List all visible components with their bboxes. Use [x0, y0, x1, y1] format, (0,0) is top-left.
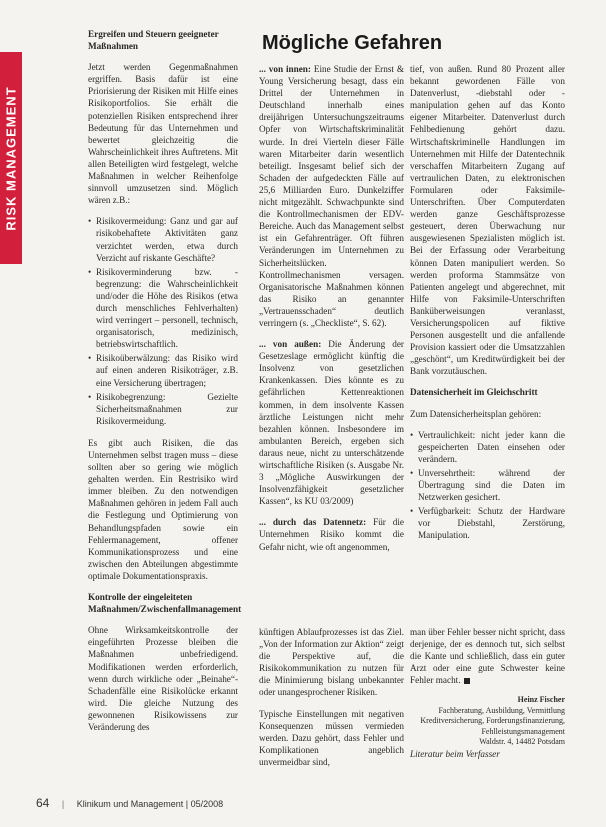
paragraph-body: man über Fehler besser nicht spricht, dass derjenige, der es dennoch tut, sich selbst die Kante und schließlich, dass ein guter Arzt oder eine gute Schwester keine Fehler macht.	[410, 627, 565, 686]
paragraph: Jetzt werden Gegenmaßnahmen ergriffen. Basis dafür ist eine Priorisierung der Risiken mit Hilfe eines Risikoportfolios. Sie erhält die potenziellen Risiken entsprechend ihrer Bedeutung für das Unternehmen und bewertet gleichzeitig die Wahrscheinlichkeit ihres Auftretens. Mit allen Beteiligten wird festgelegt, welche Maßnahmen in welcher Reihenfolge sinnvoll umzusetzen sind. Möglich wären z.B.:	[88, 62, 238, 206]
paragraph	[259, 63, 404, 329]
publication-name: Klinikum und Management | 05/2008	[76, 799, 224, 809]
paragraph-lead: ... von innen:	[259, 64, 311, 74]
section-heading: Ergreifen und Steuern geeigneter Maßnahmen	[88, 29, 219, 52]
column-left	[88, 28, 242, 742]
end-mark-icon	[464, 678, 470, 684]
column-middle	[259, 63, 404, 562]
column-right-bottom	[410, 626, 565, 769]
footer-separator: |	[61, 799, 65, 809]
author-affiliation: Kreditversicherung, Forderungsfinanzierung, Fehlleistungsmanagement	[420, 716, 565, 736]
page-number: 64	[36, 796, 50, 810]
list-item: • Risikoverminderung bzw. -begrenzung: die Wahrscheinlichkeit und/oder die Höhe des Risikos (etwa durch menschliches Fehlverhalten) wird verringert – personell, technisch, organisatorisch, medizinisch, betriebswirtschaftlich.	[88, 266, 238, 351]
paragraph-body: Eine Studie der Ernst & Young Versicherung besagt, dass ein Drittel der Unternehmen in Deutschland innerhalb eines dreijährigen Untersuchungszeitraums Opfer von Wirtschaftskriminalität wurde. In drei Vierteln dieser Fälle waren Mitarbeiter darin wesentlich beteiligt. Insgesamt belief sich der Schaden der aufgedeckten Fälle auf 25,6 Milliarden Euro. Dunkelziffer nicht mitgezählt. Schwachpunkte sind die Kontrollmechanismen der EDV-Bereiche. Auch das Management selbst ist ein Gefahrenträger. Oft führen Veränderungen im Unternehmen zu Sicherheitslücken. Kontrollmechanismen versagen. Organisatorische Maßnahmen können das Risiko an genannter „Vertrauensschaden“ deutlich verringern (s. „Checkliste“, S. 62).	[259, 64, 404, 328]
author-affiliation: Fachberatung, Ausbildung, Vermittlung	[438, 705, 565, 715]
list-item: • Risikobegrenzung: Gezielte Sicherheitsmaßnahmen zur Risikovermeidung.	[88, 391, 238, 427]
paragraph: Typische Einstellungen mit negativen Konsequenzen müssen vermieden werden. Dazu gehört, dass Fehler und Komplikationen angeblich unvermeidbar sind,	[259, 708, 404, 767]
author-block	[410, 695, 565, 748]
paragraph: Ohne Wirksamkeitskontrolle der eingeführten Prozesse bleiben die Maßnahmen unbefriedigend. Modifikationen werden erforderlich, wenn durch wirkliche oder „Beinahe“-Schadenfälle eine Risikolücke erkannt wird. Die gleiche Nutzung des gewonnenen Risikowissens zur Veränderung des	[88, 625, 238, 732]
literature-note: Literatur beim Verfasser	[410, 748, 500, 759]
section-heading: Kontrolle der eingeleiteten Maßnahmen/Zwischenfallmanagement	[88, 592, 242, 615]
paragraph	[410, 626, 565, 686]
column-right	[410, 63, 565, 551]
paragraph-lead: ... von außen:	[259, 339, 322, 350]
paragraph: Zum Datensicherheitsplan gehören:	[410, 408, 542, 419]
security-list	[410, 429, 565, 542]
author-address: Waldstr. 4, 14482 Potsdam	[479, 737, 565, 747]
column-middle-bottom	[259, 626, 404, 777]
paragraph: künftigen Ablaufprozesses ist das Ziel. „Von der Information zur Aktion“ zeigt die Perspektive auf, die Risikokommunikation zu nutzen für die Minimierung bislang unbekannter oder unangesprochener Risiken.	[259, 627, 404, 698]
paragraph-body: Die Änderung der Gesetzeslage ermöglicht künftig die Insolvenz von gesetzlichen Krankenkassen. Dies könnte es zu gefährlichen Kettenreaktionen kommen, in dem insolvente Kassen ärztliche Leistungen nicht mehr bezahlen können. Insbesondere im ambulanten Bereich, ergeben sich daraus neue, nicht zu unterschätzende wirtschaftliche Risiken (s. Ausgabe Nr. 3 „Mögliche Auswirkungen der Insolvenzfähigkeit gesetzlicher Kassen“, ks KU 03/2009)	[259, 339, 404, 507]
paragraph	[259, 516, 404, 552]
author-name: Heinz Fischer	[517, 695, 565, 705]
measures-list	[88, 215, 238, 427]
paragraph: Es gibt auch Risiken, die das Unternehmen selbst tragen muss – diese sollten aber so gering wie möglich gehalten werden. Ein Restrisiko wird immer bleiben. Zu den notwendigen Maßnahmen gehören in jedem Fall auch die Festlegung und Optimierung von Behandlungspfaden sowie ein Fehlermanagement, offener Kommunikationsprozess und eine zwischen den Abteilungen abgestimmte optimale Dokumentationspraxis.	[88, 437, 238, 581]
subheading: Datensicherheit im Gleichschritt	[410, 387, 538, 398]
section-tab	[0, 52, 22, 264]
list-item: • Risikovermeidung: Ganz und gar auf risikobehaftete Aktivitäten ganz verzichtet werden, etwa durch Verzicht auf riskante Geschäfte?	[88, 215, 238, 263]
page-footer	[36, 796, 223, 810]
list-item: • Verfügbarkeit: Schutz der Hardware vor Diebstahl, Zerstörung, Manipulation.	[410, 505, 565, 541]
paragraph	[259, 338, 404, 507]
paragraph-lead: ... durch das Datennetz:	[259, 517, 367, 528]
paragraph-body: Für die Unternehmen Risiko kommt die Gefahr nicht, wie oft angenommen,	[259, 517, 404, 552]
list-item: • Unversehrtheit: während der Übertragung sind die Daten im Netzwerken gesichert.	[410, 467, 565, 503]
section-tab-label: RISK MANAGEMENT	[3, 85, 19, 231]
paragraph: tief, von außen. Rund 80 Prozent aller bekannt gewordenen Fälle von Datenverlust, -diebstahl oder -manipulation gehen auf das Konto eigener Mitarbeiter. Datenverlust durch Fehlbedienung gehört dazu. Wirtschaftskriminelle Handlungen im Unternehmen mit Hilfe der Datentechnik verschaffen Mitarbeitern Zugang auf vertraulichen Daten, zu elektronischen Formularen oder Faksimile-Unterschriften. Über Computerdaten werden ganze Geschäftsprozesse gesteuert, deren Überwachung nur ausgewiesenen Spezialisten möglich ist. Bei der Erfassung oder Verarbeitung können Daten manipuliert werden. So werden proforma Stammsätze von Patienten angelegt und abgerechnet, mit Hilfe von Faksimile-Unterschriften Banküberweisungen veranlasst, Versicherungspolicen auf fiktive Personen ausgestellt und die anfallende Provision kassiert oder die Umsatzzahlen „geschönt“, um Kreditwürdigkeit bei der Bank vorzutäuschen.	[410, 64, 565, 377]
list-item: • Risikoüberwälzung: das Risiko wird auf einen anderen Risikoträger, z.B. eine Versicherung übertragen;	[88, 352, 238, 388]
list-item: • Vertraulichkeit: nicht jeder kann die gespeicherten Daten einsehen oder verändern.	[410, 429, 565, 465]
article-title: Mögliche Gefahren	[262, 32, 443, 54]
